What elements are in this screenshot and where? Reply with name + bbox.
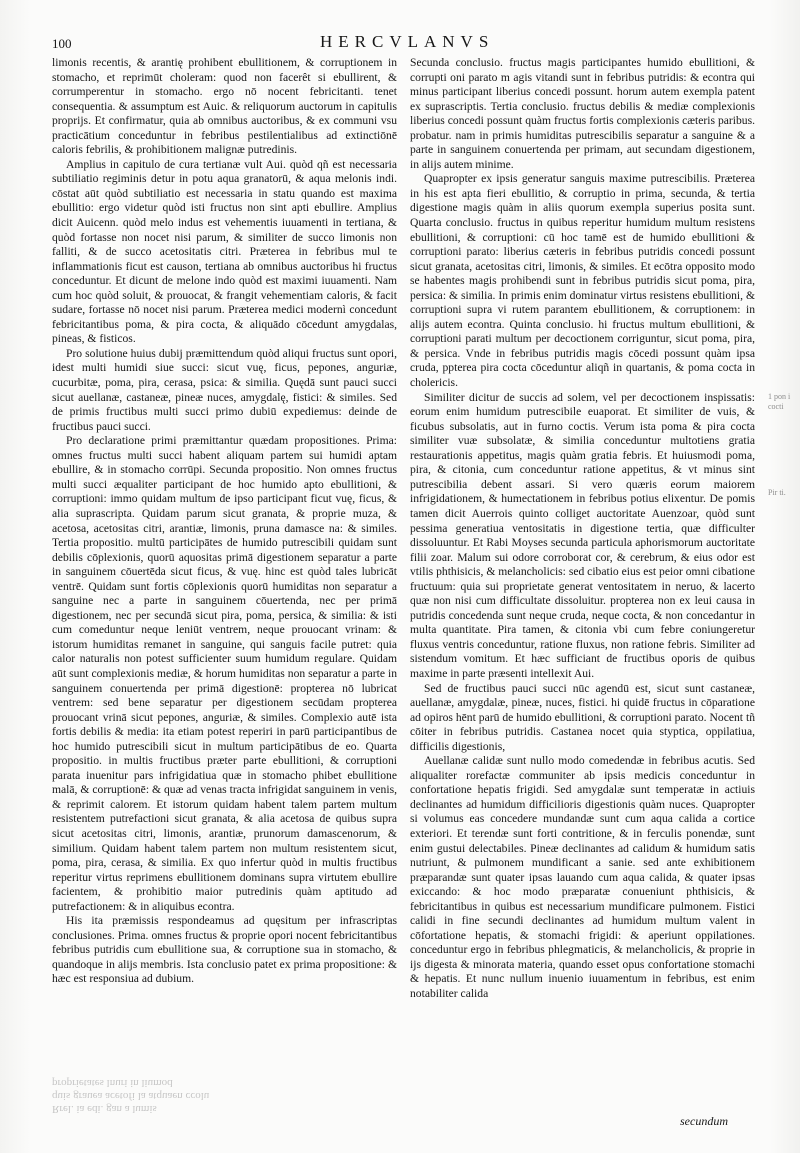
right-paragraph: Secunda conclusio. fructus magis participantes humido ebullitioni, & corrupti oni parato m agis vitandi sunt in febribus putridis: & econtra qui minus participant liberius concedi possunt. horum autem exempla patent ex suprascriptis. Tertia conclusio. fructus debilis & mediæ complexionis liberius concedi possunt quàm fructus fortis complexionis cæteris paribus. probatur. nam in primis humiditas putrescibilis separatur a sanguine & a parte in sanguinem conuertenda per primam, aut secundam digestionem, in alijs autem minime. [410,56,755,171]
catchword: secundum [680,1114,728,1128]
right-column [410,56,755,1116]
margin-note: 1 pon i cocti [768,392,791,411]
bleed-through-text [52,1076,352,1115]
left-paragraph: Pro solutione huius dubij præmittendum quòd aliqui fructus sunt opori, idest multi humidi siue succi: sicut vuę, ficus, pepones, anguriæ, cucurbitæ, poma, pira, cerasa, psica: & similia. Quędā sunt pauci succi sicut auellanæ, castaneæ, pineæ nuces, amygdalę, fistici: & similes. Sed de primis fructibus multi succi primo dubiū expediemus: deinde de fructibus pauci succi. [52,346,397,433]
right-paragraph: Sed de fructibus pauci succi nūc agendū est, sicut sunt castaneæ, auellanæ, amygdalæ, pineæ, nuces, fistici. hi quidē fructus in cōparatione ad opiros hēnt parū de humido ebullitioni, & corruptioni parato. Nocent tñ cōiter in febribus putridis. Castanea nocet quia styptica, oppilatiua, difficilis digestionis, [410,681,755,753]
bleed-line: proprietates lnuri in liumod [52,1077,173,1089]
left-paragraph: Pro declaratione primi præmittantur quædam propositiones. Prima: omnes fructus multi succi habent aliquam partem sui humidi aptam ebullire, & in stomacho corrūpi. Secunda propositio. Non omnes fructus multi succi æqualiter participant de hoc humido apto ebullitioni, & corruptioni: immo quidam multum de ipso participant ficut vuę, ficus, & alia suprascripta. Quidam parum sicut granata, & proprie muza, & acetosa, acetositas citri, arantiæ, limonis, pruna damasce na: & similes. Tertia propositio. multū participātes de humido putrescibili quidam sunt debilis cōplexionis, quorū aquositas primā digestionem separatur a parte in sanguinem cōuertēda sicut ficus, & vuę. hinc est quòd tales lubricāt ventrē. Quidam sunt fortis cōplexionis quorū humiditas non separatur a sanguine nec a parte in sanguinem cōuertenda, nec per primā digestionem, nec per secundā sicut pira, poma, persica, & similia: & isti cum comeduntur neque leniūt ventrem, neque prouocant vrinam: & istorum humiditas remanet in sanguine, qui sanguis facile putret: quia calor naturalis non potest sufficienter suum humidum regulare. Quidam aūt sunt complexionis mediæ, & horum humiditas non separatur a parte in sanguinem conuertenda per primā digestionē: propterea nō lubricat ventrem: sed bene separatur per digestionem secūdam propterea prouocant vrinā sicut pepones, anguriæ, & similes. Complexio autē ista fortis debilis & media: ita etiam potest reperiri in parū participantibus de hoc humido putrescibili sicut in multum participātibus de eo. Quarta propositio. in multis fructibus præter parte ebullitioni, & corruptioni parata inuenitur pars infrigidatiua quæ in stomacho phibet ebullitione malā, & corruptionē: & quæ ad venas tracta infrigidat sanguinem in venis, & reprimit calorem. Et istorum quidam habent talem partem multum resistentem putrefactioni sicut granata, & alia acetosa de quibus supra sicut acetositas citri, limonis, arantiæ, prunorum damascenorum, & similium. Quidam habent talem partem non multum resistentem sicut, poma, pira, cerasa, & similia. Ex quo infertur quòd in multis fructibus reperitur virtus reprimens ebullitionem dominans supra virtutem ebullire facientem, & prohibitio maior putredinis quàm aptitudo ad putrefactionem: & in aliquibus econtra. [52,434,397,913]
right-paragraph: Auellanæ calidæ sunt nullo modo comedendæ in febribus acutis. Sed aliqualiter rorefactæ communiter ab ipsis medicis conceduntur in confortatione hepatis frigidi. Sed amygdalæ sunt temperatæ in actiuis declinantes ad humidum difficilioris digestionis quàm nuces. Quapropter si volumus eas concedere mundandæ sunt cum aqua calida a cortice exteriori. Et terendæ sunt forti contritione, & in ferculis ponendæ, sunt enim gustui delectabiles. Pineæ declinantes ad calidum & humidum satis nutriunt, & pulmonem mundificant a sanie. sed ante exhibitionem præparandæ sunt quater ipsas lauando cum aqua calida, & quater ipsas exiccando: & hoc modo præparatæ conueniunt phthisicis, & febricitantibus in quibus est necessarium mundificare pulmonem. Fistici calidi in fine secundi declinantes ad humidum multum valent in cōfortatione hepatis, & stomachi frigidi: & aperiunt oppilationes. conceduntur ergo in febribus phlegmaticis, & melancholicis, & proprie in ijs digesta & minorata materia, quando esset opus confortatione stomachi & hepatis. Et nunc nullum inuenio iuuamentum in febribus, est enim notabiliter calida [410,754,755,1000]
right-paragraph: Similiter dicitur de succis ad solem, vel per decoctionem inspissatis: eorum enim humidum putrescibile euaporat. Et similiter de vuis, & ficubus subsolatis, aut in furno coctis. Verum ista poma & pira cocta similiter vuæ subsolatæ, & similia conceduntur multotiens gratia restaurationis appetitus, magis quàm gratia febris. Et huiusmodi poma, pira, & citonia, cum conceduntur ratione appetitus, & vt minus sint putrescibilia debent assari. Si vero quæris eorum maiorem infrigidationem, & humectationem in febribus potius elixentur. De pomis tamen dicit Auerrois quinto colliget auctoritate Auenzoar, quòd sunt pessima generatiua ventositatis in digestione tertia, quæ difficulter dissoluuntur. Et Rabi Moyses secunda particula aphorismorum auctoritate filii zoar. Malum sui odore corroborat cor, & cerebrum, & eius odor est vtilis phthisicis, & melancholicis: sed cibatio eius est peior omni cibatione fructuum: quia sui proprietate generat ventositatem in neruo, & lacerto quæ non nisi cum difficultate dissoluitur. propterea non ex leui causa in putridis concedenda sunt neque cruda, neque cocta, & non concedantur in multa quantitate. Pira tamen, & citonia vbi cum febre coniungeretur fluxus ventris conceduntur, ratione fluxus, non ratione febris. Similiter ad sistendum vomitum. Et hæc sufficiant de fructibus oporis de quibus maxime in parte præsenti intellexit Aui. [410,390,755,680]
running-head: HERCVLANVS [320,32,495,51]
folio-number: 100 [52,36,72,51]
left-paragraph: His ita præmissis respondeamus ad quęsitum per infrascriptas conclusiones. Prima. omnes fructus & proprie opori nocent febricitantibus febribus putridis cum ebullitione sua, & corruptione sua in stomacho, & quandoque in alijs membris. Ista conclusio patet ex prima propositione: & hæc est responsiua ad dubium. [52,914,397,986]
left-column [52,56,397,1101]
right-paragraph: Quapropter ex ipsis generatur sanguis maxime putrescibilis. Præterea in his est apta fieri ebullitio, & corruptio in prima, secunda, & tertia digestione magis quàm in aliis quorum exempla superius posita sunt. Quarta conclusio. fructus in quibus reperitur humidum multum resistens ebullitioni, & corruptioni: cū hoc tamē est de humido ebullitioni & corruptioni parato: liberius cæteris in febribus putridis concedi possunt sicut granata, acetositas citri, limonis, & similes. Et ecōtra opposito modo se habentes magis prohibendi sunt in febribus putridis sicut poma, pira, persica: & similia. In primis enim dominatur virtus resistens ebullitioni, & corruptioni supra vi rutem parantem ebullitionem, & corruptionem: in alijs autem econtra. Quinta conclusio. hi fructus multum ebullitioni, & corruptioni parati multum per decoctionem corriguntur, sicut poma, pira, & persica. Vnde in febribus putridis magis cōcedi possunt quàm ipsa cruda, ppterea pira cocta cōceduntur aliqñ in quartanis, & poma cocta in cholericis. [410,172,755,390]
left-paragraph: limonis recentis, & arantię prohibent ebullitionem, & corruptionem in stomacho, et reprimūt choleram: quod non facerêt si ebullirent, & corrumperentur in stomacho. ergo nō nocent febricitanti. tenet consequentia. & assumptum est Auic. & reliquorum auctorum in capitulis proprijs. Et confirmatur, quia ab omnibus auctoribus, & ex communi vsu practicātium conceduntur in febribus pestilentialibus ad extinctiōnē caloris febrilis, & prohibitionem malignæ putredinis. [52,56,397,157]
page-header [52,32,752,54]
bleed-line: Rrel. ia edi. gan a lumis [52,1103,157,1115]
left-paragraph: Amplius in capitulo de cura tertianæ vult Aui. quòd qñ est necessaria subtiliatio regiminis detur in potu aqua granatorū, & aqua melonis indi. cōstat aūt quòd subtiliatio est necessaria in statu quando est maxima ebullitio: ergo videtur quòd isti fructus non sint apti ebullire. Amplius dicit Auicenn. quòd melo indus est vehementis iuuamenti in tertiana, & quòd fortasse non nocet nisi parum, & similiter de succo limonis non falliti, & de succo acetositatis citri. Præterea in febribus mul te inflammationis ficut est causon, tertiana ab omnibus auctoribus hi fructus conceduntur. Et dicunt de melone indo quòd est maximi iuuamenti. Nam cum hoc quòd soluit, & prouocat, & frangit vehementiam caloris, & facit sudare, fortasse nō nocet nisi parum. Præterea medici modernì concedunt febricitantibus poma, & pira cocta, & aliquādo cōcedunt amygdalas, pineas, & fisticos. [52,157,397,346]
margin-note: Pir ti. [768,488,786,497]
bleed-line: quis grauea acetofi la atquaen ccolu [52,1090,210,1102]
